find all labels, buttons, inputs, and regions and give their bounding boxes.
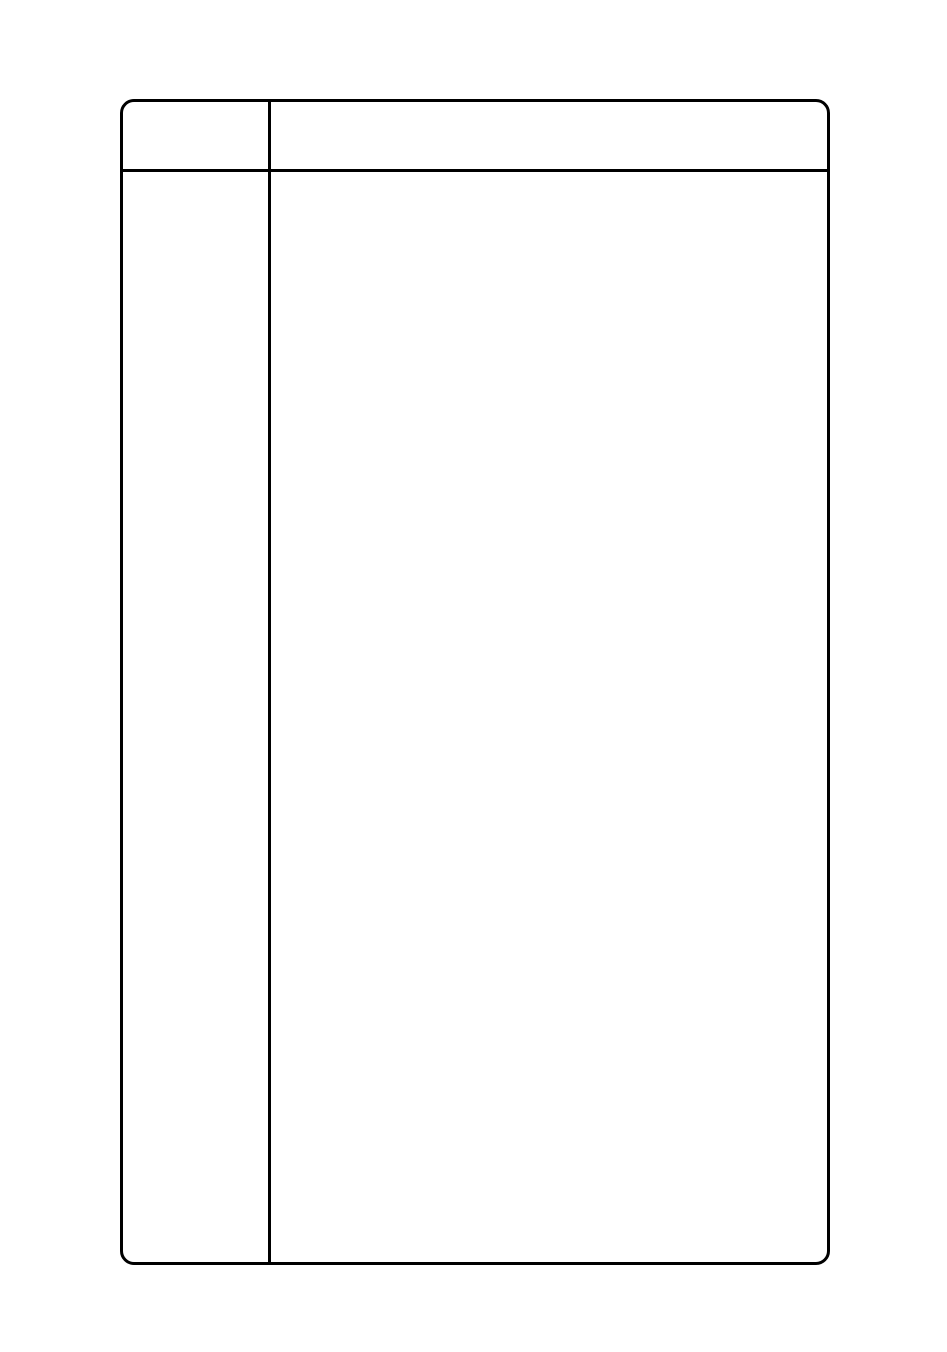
header-divider xyxy=(123,169,827,172)
page-column-header xyxy=(123,102,268,169)
subject-column-header xyxy=(271,102,827,169)
column-divider xyxy=(268,102,271,1262)
index-table xyxy=(120,99,830,1265)
